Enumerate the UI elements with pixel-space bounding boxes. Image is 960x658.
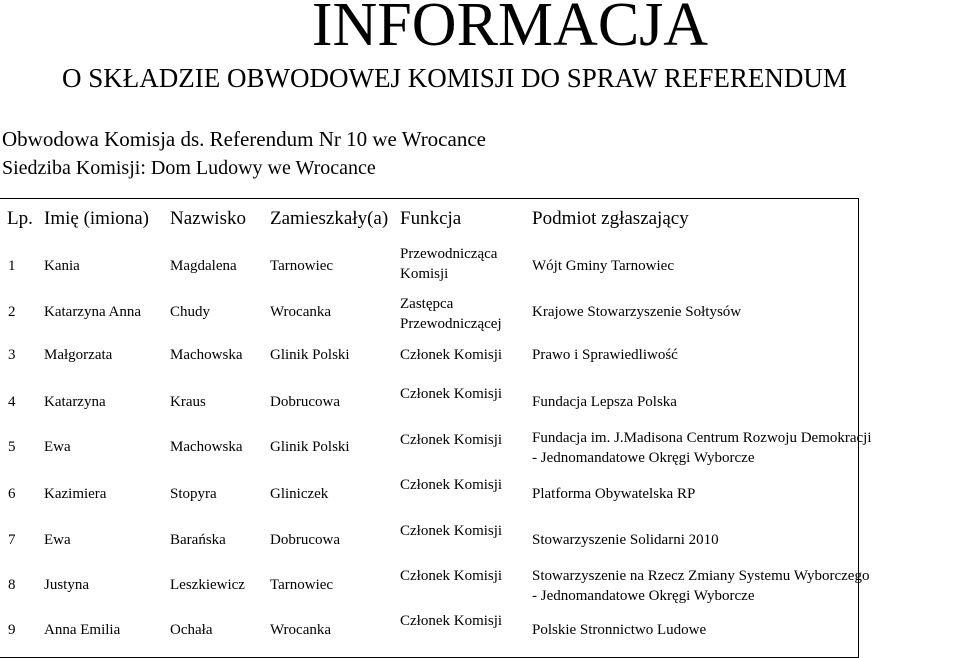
- row-5-last-name: Machowska: [170, 439, 243, 455]
- row-4-first-name: Katarzyna: [44, 394, 106, 410]
- row-3-last-name: Machowska: [170, 347, 243, 363]
- row-3-function: Członek Komisji: [400, 347, 503, 363]
- row-5-lp: 5: [8, 439, 16, 455]
- row-9-nominator: Polskie Stronnictwo Ludowe: [532, 622, 707, 638]
- row-8-nominator: Stowarzyszenie na Rzecz Zmiany Systemu Wyborczego - Jednomandatowe Okręgi Wyborcze: [532, 568, 870, 604]
- seat-line: Siedziba Komisji: Dom Ludowy we Wrocance: [2, 157, 376, 179]
- header-first-name: Imię (imiona): [44, 208, 149, 229]
- row-8-function: Członek Komisji: [400, 568, 503, 584]
- row-6-first-name: Kazimiera: [44, 486, 107, 502]
- row-9-lp: 9: [8, 622, 16, 638]
- header-lp: Lp.: [7, 208, 33, 229]
- row-7-lp: 7: [8, 532, 16, 548]
- document-subtitle: O SKŁADZIE OBWODOWEJ KOMISJI DO SPRAW REFERENDUM: [62, 63, 847, 93]
- row-5-nominator: Fundacja im. J.Madisona Centrum Rozwoju Demokracji - Jednomandatowe Okręgi Wyborcze: [532, 430, 872, 466]
- row-2-first-name: Katarzyna Anna: [44, 304, 142, 320]
- header-function: Funkcja: [400, 208, 462, 229]
- header-nominator: Podmiot zgłaszający: [532, 208, 689, 229]
- row-3-first-name: Małgorzata: [44, 347, 113, 363]
- row-1-last-name: Magdalena: [170, 258, 237, 274]
- row-9-first-name: Anna Emilia: [44, 622, 121, 638]
- document-title: INFORMACJA: [311, 0, 709, 59]
- row-6-last-name: Stopyra: [170, 486, 217, 502]
- row-2-nominator: Krajowe Stowarzyszenie Sołtysów: [532, 304, 742, 320]
- row-4-last-name: Kraus: [170, 394, 206, 410]
- row-1-nominator: Wójt Gminy Tarnowiec: [532, 258, 674, 274]
- row-6-function: Członek Komisji: [400, 477, 503, 493]
- row-1-first-name: Kania: [44, 258, 80, 274]
- row-6-residence: Gliniczek: [270, 486, 329, 502]
- row-1-lp: 1: [8, 258, 16, 274]
- row-6-nominator: Platforma Obywatelska RP: [532, 486, 696, 502]
- row-3-nominator: Prawo i Sprawiedliwość: [532, 347, 678, 363]
- row-8-first-name: Justyna: [44, 577, 89, 593]
- row-7-last-name: Barańska: [170, 532, 226, 548]
- row-8-last-name: Leszkiewicz: [170, 577, 245, 593]
- row-3-lp: 3: [8, 347, 16, 363]
- row-8-residence: Tarnowiec: [270, 577, 334, 593]
- row-2-last-name: Chudy: [170, 304, 211, 320]
- row-4-nominator: Fundacja Lepsza Polska: [532, 394, 677, 410]
- row-7-nominator: Stowarzyszenie Solidarni 2010: [532, 532, 719, 548]
- row-3-residence: Glinik Polski: [270, 347, 350, 363]
- row-4-lp: 4: [8, 394, 16, 410]
- row-7-first-name: Ewa: [44, 532, 71, 548]
- row-8-lp: 8: [8, 577, 16, 593]
- commission-line: Obwodowa Komisja ds. Referendum Nr 10 we Wrocance: [2, 127, 486, 151]
- row-1-residence: Tarnowiec: [270, 258, 334, 274]
- row-7-function: Członek Komisji: [400, 523, 503, 539]
- row-6-lp: 6: [8, 486, 16, 502]
- row-5-function: Członek Komisji: [400, 432, 503, 448]
- row-1-function: Przewodnicząca Komisji: [400, 246, 498, 282]
- row-9-last-name: Ochała: [170, 622, 213, 638]
- row-2-function: Zastępca Przewodniczącej: [400, 296, 502, 332]
- row-5-residence: Glinik Polski: [270, 439, 350, 455]
- header-last-name: Nazwisko: [170, 208, 246, 229]
- row-2-lp: 2: [8, 304, 16, 320]
- header-residence: Zamieszkały(a): [270, 208, 389, 229]
- row-2-residence: Wrocanka: [270, 304, 332, 320]
- row-9-residence: Wrocanka: [270, 622, 332, 638]
- row-4-function: Członek Komisji: [400, 386, 503, 402]
- row-4-residence: Dobrucowa: [270, 394, 340, 410]
- row-7-residence: Dobrucowa: [270, 532, 340, 548]
- row-9-function: Członek Komisji: [400, 613, 503, 629]
- row-5-first-name: Ewa: [44, 439, 71, 455]
